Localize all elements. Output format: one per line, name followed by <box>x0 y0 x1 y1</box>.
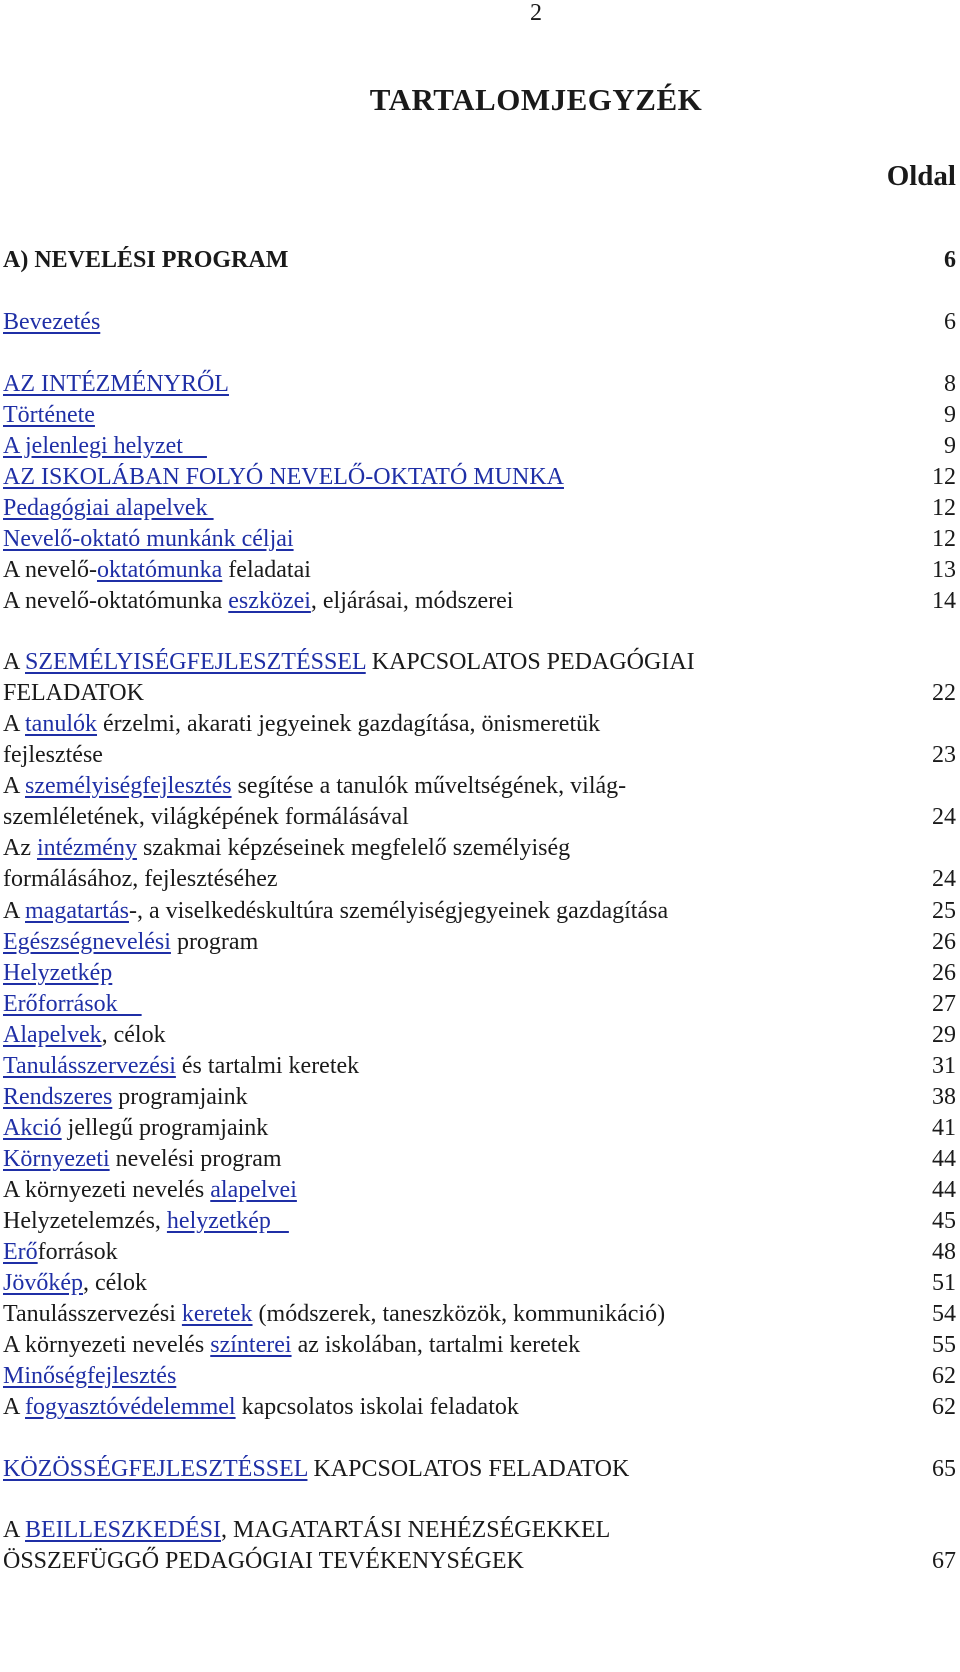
toc-entry <box>3 1453 956 1485</box>
toc-text: program <box>170 929 259 955</box>
toc-page-number: 8 <box>944 371 956 397</box>
toc-page-number: 55 <box>932 1332 956 1358</box>
toc-entry <box>3 306 956 338</box>
toc-entry <box>3 1081 956 1113</box>
toc-text: , eljárásai, módszerei <box>310 588 514 614</box>
toc-text: és tartalmi keretek <box>175 1053 360 1079</box>
toc-text: formálásához, fejlesztéséhez <box>3 866 278 892</box>
toc-entry-title <box>3 523 294 555</box>
toc-entry-title <box>3 461 564 493</box>
toc-link[interactable]: Pedagógiai alapelvek <box>3 495 214 521</box>
toc-link[interactable]: magatartás <box>25 898 129 924</box>
toc-link[interactable]: helyzetkép <box>166 1208 289 1234</box>
toc-entry <box>3 1298 956 1330</box>
toc-entry <box>3 1112 956 1144</box>
toc-entry-title <box>3 1267 147 1299</box>
toc-text: programjaink <box>112 1084 248 1110</box>
toc-text: nevelési program <box>109 1146 282 1172</box>
toc-entry-title <box>3 926 258 958</box>
toc-link[interactable]: alapelvei <box>210 1177 297 1203</box>
toc-text: az iskolában, tartalmi keretek <box>291 1332 581 1358</box>
toc-page-number: 29 <box>932 1022 956 1048</box>
toc-text: FELADATOK <box>3 680 144 706</box>
toc-link[interactable]: Bevezetés <box>3 309 101 335</box>
toc-entry-title <box>3 1143 282 1175</box>
toc-entry <box>3 554 956 586</box>
toc-entry-title <box>3 833 570 895</box>
toc-entry <box>3 833 956 895</box>
toc-text: Tanulásszervezési <box>3 1301 182 1327</box>
toc-page-number: 12 <box>932 526 956 552</box>
toc-entry <box>3 399 956 431</box>
toc-text: A környezeti nevelés <box>3 1177 211 1203</box>
toc-link[interactable]: keretek <box>181 1301 253 1327</box>
toc-text: A <box>3 773 26 799</box>
toc-entry <box>3 523 956 555</box>
toc-entry-title <box>3 244 288 276</box>
toc-entry-title <box>3 306 100 338</box>
page-column-heading: Oldal <box>886 160 956 192</box>
toc-link[interactable]: A jelenlegi helyzet <box>3 433 207 459</box>
toc-page-number: 22 <box>932 680 956 706</box>
toc-text: A <box>3 649 26 675</box>
toc-text: , MAGATARTÁSI NEHÉZSÉGEKKEL <box>221 1517 611 1543</box>
toc-entry-title <box>3 368 229 400</box>
toc-page-number: 65 <box>932 1456 956 1482</box>
toc-link[interactable]: tanulók <box>25 711 98 737</box>
toc-link[interactable]: Története <box>3 402 95 428</box>
toc-page-number: 67 <box>932 1548 956 1574</box>
toc-link[interactable]: Tanulásszervezési <box>3 1053 176 1079</box>
toc-page-number: 31 <box>932 1053 956 1079</box>
toc-entry <box>3 647 956 709</box>
toc-entry <box>3 957 956 989</box>
toc-entry <box>3 926 956 958</box>
toc-link[interactable]: AZ ISKOLÁBAN FOLYÓ NEVELŐ-OKTATÓ MUNKA <box>3 464 564 490</box>
toc-entry <box>3 368 956 400</box>
toc-entry-title <box>3 957 112 989</box>
toc-page-number: 27 <box>932 991 956 1017</box>
toc-text: , célok <box>83 1270 147 1296</box>
toc-page-number: 13 <box>932 557 956 583</box>
toc-text: feladatai <box>222 557 311 583</box>
toc-text: KAPCSOLATOS PEDAGÓGIAI <box>365 649 695 675</box>
toc-entry-title <box>3 492 214 524</box>
toc-text: KAPCSOLATOS FELADATOK <box>307 1456 630 1482</box>
toc-link[interactable]: színterei <box>210 1332 292 1358</box>
toc-page-number: 24 <box>932 804 956 830</box>
toc-entry <box>3 1329 956 1361</box>
toc-link[interactable]: személyiségfejlesztés <box>25 773 232 799</box>
toc-entry <box>3 1174 956 1206</box>
toc-entry <box>3 709 956 771</box>
toc-link[interactable]: KÖZÖSSÉGFEJLESZTÉSSEL <box>3 1456 308 1482</box>
toc-text: -, a viselkedéskultúra személyiségjegyeinek gazdagítása <box>128 898 669 924</box>
toc-page-number: 41 <box>932 1115 956 1141</box>
toc-link[interactable]: Környezeti <box>3 1146 110 1172</box>
toc-text: ÖSSZEFÜGGŐ PEDAGÓGIAI TEVÉKENYSÉGEK <box>3 1548 524 1574</box>
toc-entry-title <box>3 1112 268 1144</box>
toc-page-number: 25 <box>932 898 956 924</box>
toc-text: A <box>3 711 26 737</box>
toc-text: A nevelő- <box>3 557 97 583</box>
toc-page-number: 51 <box>932 1270 956 1296</box>
toc-link[interactable]: Akció <box>3 1115 62 1141</box>
toc-text: szakmai képzéseinek megfelelő személyiség <box>136 835 571 861</box>
toc-text: segítése a tanulók műveltségének, világ- <box>231 773 627 799</box>
toc-entry <box>3 1267 956 1299</box>
toc-entry <box>3 988 956 1020</box>
toc-entry-title <box>3 895 668 927</box>
toc-link[interactable]: Alapelvek <box>3 1022 102 1048</box>
toc-page-number: 48 <box>932 1239 956 1265</box>
toc-page-number: 44 <box>932 1177 956 1203</box>
toc-link[interactable]: Helyzetkép <box>3 960 113 986</box>
toc-page-number: 38 <box>932 1084 956 1110</box>
toc-page-number: 23 <box>932 742 956 768</box>
toc-text: források <box>37 1239 118 1265</box>
toc-page-number: 54 <box>932 1301 956 1327</box>
toc-entry-title <box>3 554 311 586</box>
toc-entry-title <box>3 430 207 462</box>
toc-page-number: 9 <box>944 402 956 428</box>
toc-link[interactable]: Rendszeres <box>3 1084 113 1110</box>
toc-entry <box>3 492 956 524</box>
page-title: TARTALOMJEGYZÉK <box>369 82 703 117</box>
toc-page-number: 26 <box>932 929 956 955</box>
toc-text: szemléletének, világképének formálásával <box>3 804 409 830</box>
toc-page-number: 44 <box>932 1146 956 1172</box>
page-number: 2 <box>530 0 542 26</box>
toc-page-number: 6 <box>944 247 956 273</box>
toc-entry <box>3 1050 956 1082</box>
toc-text: A) NEVELÉSI PROGRAM <box>3 247 289 273</box>
toc-page-number: 6 <box>944 309 956 335</box>
toc-entry <box>3 1019 956 1051</box>
toc-entry-title <box>3 1081 248 1113</box>
toc-page-number: 62 <box>932 1363 956 1389</box>
toc-text: A <box>3 1517 26 1543</box>
toc-entry <box>3 895 956 927</box>
toc-link[interactable]: Erő <box>3 1239 38 1265</box>
toc-link[interactable]: oktatómunka <box>96 557 223 583</box>
toc-entry-title <box>3 1298 665 1330</box>
toc-entry-title <box>3 771 626 833</box>
toc-link[interactable]: Erőforrások <box>3 991 142 1017</box>
toc-text: Az <box>3 835 37 861</box>
toc-text: , célok <box>101 1022 166 1048</box>
toc-link[interactable]: AZ INTÉZMÉNYRŐL <box>3 371 229 397</box>
toc-text: A környezeti nevelés <box>3 1332 211 1358</box>
toc-link[interactable]: Nevelő-oktató munkánk céljai <box>3 526 294 552</box>
toc-text: kapcsolatos iskolai feladatok <box>235 1394 519 1420</box>
toc-text: A nevelő-oktatómunka <box>3 588 229 614</box>
toc-link[interactable]: BEILLESZKEDÉSI <box>25 1517 221 1543</box>
toc-text: A <box>3 1394 26 1420</box>
toc-page-number: 9 <box>944 433 956 459</box>
toc-page-number: 14 <box>932 588 956 614</box>
toc-page-number: 24 <box>932 866 956 892</box>
toc-page-number: 62 <box>932 1394 956 1420</box>
toc-page-number: 45 <box>932 1208 956 1234</box>
toc-link[interactable]: SZEMÉLYISÉGFEJLESZTÉSSEL <box>25 649 366 675</box>
toc-entry-title <box>3 585 513 617</box>
toc-entry-title <box>3 1329 580 1361</box>
toc-entry <box>3 1205 956 1237</box>
toc-entry <box>3 1360 956 1392</box>
toc-link[interactable]: Minőségfejlesztés <box>3 1363 177 1389</box>
toc-entry <box>3 1143 956 1175</box>
toc-link[interactable]: Egészségnevelési <box>3 929 171 955</box>
toc-entry-title <box>3 1050 359 1082</box>
toc-entry-title <box>3 647 695 709</box>
toc-text: jellegű programjaink <box>61 1115 269 1141</box>
toc-link[interactable]: fogyasztóvédelemmel <box>25 1394 236 1420</box>
toc-entry-title <box>3 1360 176 1392</box>
toc-entry <box>3 1515 956 1577</box>
toc-entry <box>3 771 956 833</box>
toc-text: A <box>3 898 26 924</box>
toc-entry-title <box>3 1174 297 1206</box>
toc-link[interactable]: eszközei <box>228 588 311 614</box>
toc-entry <box>3 1391 956 1423</box>
toc-entry-title <box>3 1236 118 1268</box>
toc-entry <box>3 585 956 617</box>
toc-entry-title <box>3 1019 166 1051</box>
toc-link[interactable]: intézmény <box>36 835 137 861</box>
toc-entry-title <box>3 709 600 771</box>
toc-entry-title <box>3 399 95 431</box>
toc-entry <box>3 430 956 462</box>
toc-entry-title <box>3 1515 610 1577</box>
toc-page-number: 12 <box>932 495 956 521</box>
toc-entry <box>3 1236 956 1268</box>
toc-entry <box>3 461 956 493</box>
toc-page-number: 26 <box>932 960 956 986</box>
toc-text: Helyzetelemzés, <box>3 1208 167 1234</box>
toc-entry-title <box>3 988 142 1020</box>
toc-text: (módszerek, taneszközök, kommunikáció) <box>252 1301 666 1327</box>
toc-page-number: 12 <box>932 464 956 490</box>
toc-entry <box>3 244 956 276</box>
toc-entry-title <box>3 1391 519 1423</box>
toc-entry-title <box>3 1453 629 1485</box>
toc-entry-title <box>3 1205 289 1237</box>
toc-text: érzelmi, akarati jegyeinek gazdagítása, önismeretük <box>97 711 601 737</box>
toc-text: fejlesztése <box>3 742 103 768</box>
toc-link[interactable]: Jövőkép <box>3 1270 83 1296</box>
